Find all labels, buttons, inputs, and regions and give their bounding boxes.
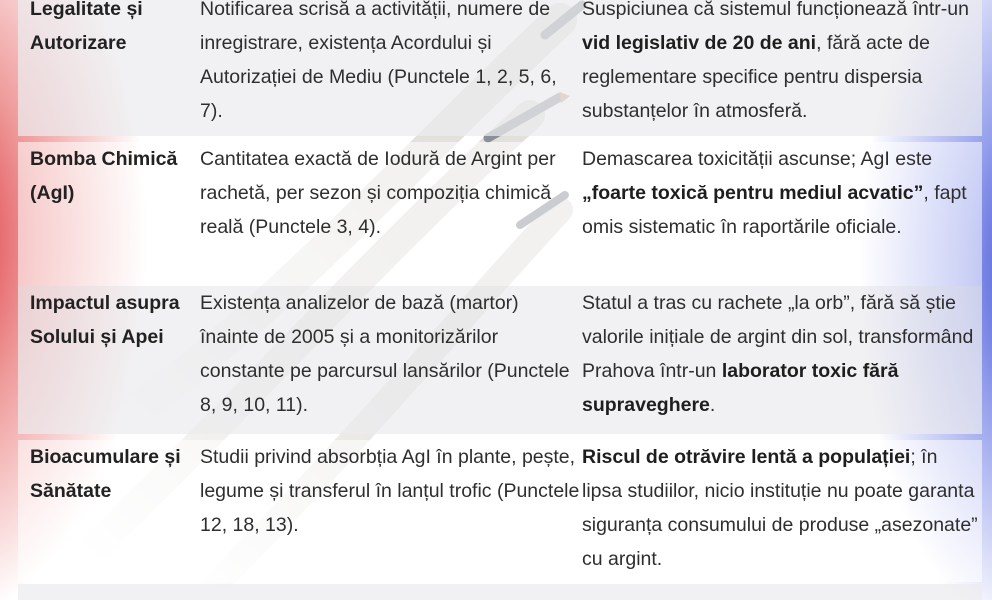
table-row <box>18 0 982 136</box>
requested-info-cell: Studii privind absorbția AgI în plante, pește, legume și transferul în lanțul trofic (Punctele 12, 18, 13). <box>200 446 580 536</box>
finding-cell: Statul a tras cu rachete „la orb”, fără să știe valorile inițiale de argint din sol, transformând Prahova într-un laborator toxic fără supraveghere. <box>582 292 974 416</box>
requested-info-cell: Existența analizelor de bază (martor) înainte de 2005 și a monitorizărilor constante pe parcursul lansărilor (Punctele 8, 9, 10, 11). <box>200 292 570 416</box>
finding-cell: Demascarea toxicității ascunse; AgI este „foarte toxică pentru mediul acvatic”, fapt omis sistematic în raportările oficiale. <box>582 148 967 238</box>
requested-info-cell: Cantitatea exactă de Iodură de Argint per rachetă, per sezon și compoziția chimică reală (Punctele 3, 4). <box>200 148 556 238</box>
category-cell: Legalitate și Autorizare <box>30 0 143 54</box>
category-cell: Bioacumulare și Sănătate <box>30 446 181 502</box>
category-cell: Bomba Chimică (AgI) <box>30 148 178 204</box>
finding-cell: Riscul de otrăvire lentă a populației; în lipsa studiilor, nicio instituție nu poate garanta siguranța consumului de produse „asezonate” cu argint. <box>582 446 978 570</box>
table-row-partial <box>18 584 982 600</box>
category-cell: Impactul asupra Solului și Apei <box>30 292 180 348</box>
table-row <box>18 440 982 582</box>
table-row <box>18 142 982 286</box>
requested-info-cell: Notificarea scrisă a activității, numere de inregistrare, existența Acordului și Autorizației de Mediu (Punctele 1, 2, 5, 6, 7). <box>200 0 557 122</box>
table-row <box>18 286 982 434</box>
finding-cell: Suspiciunea că sistemul funcționează într-un vid legislativ de 20 de ani, fără acte de reglementare specifice pentru dispersia substanțelor în atmosferă. <box>582 0 969 122</box>
